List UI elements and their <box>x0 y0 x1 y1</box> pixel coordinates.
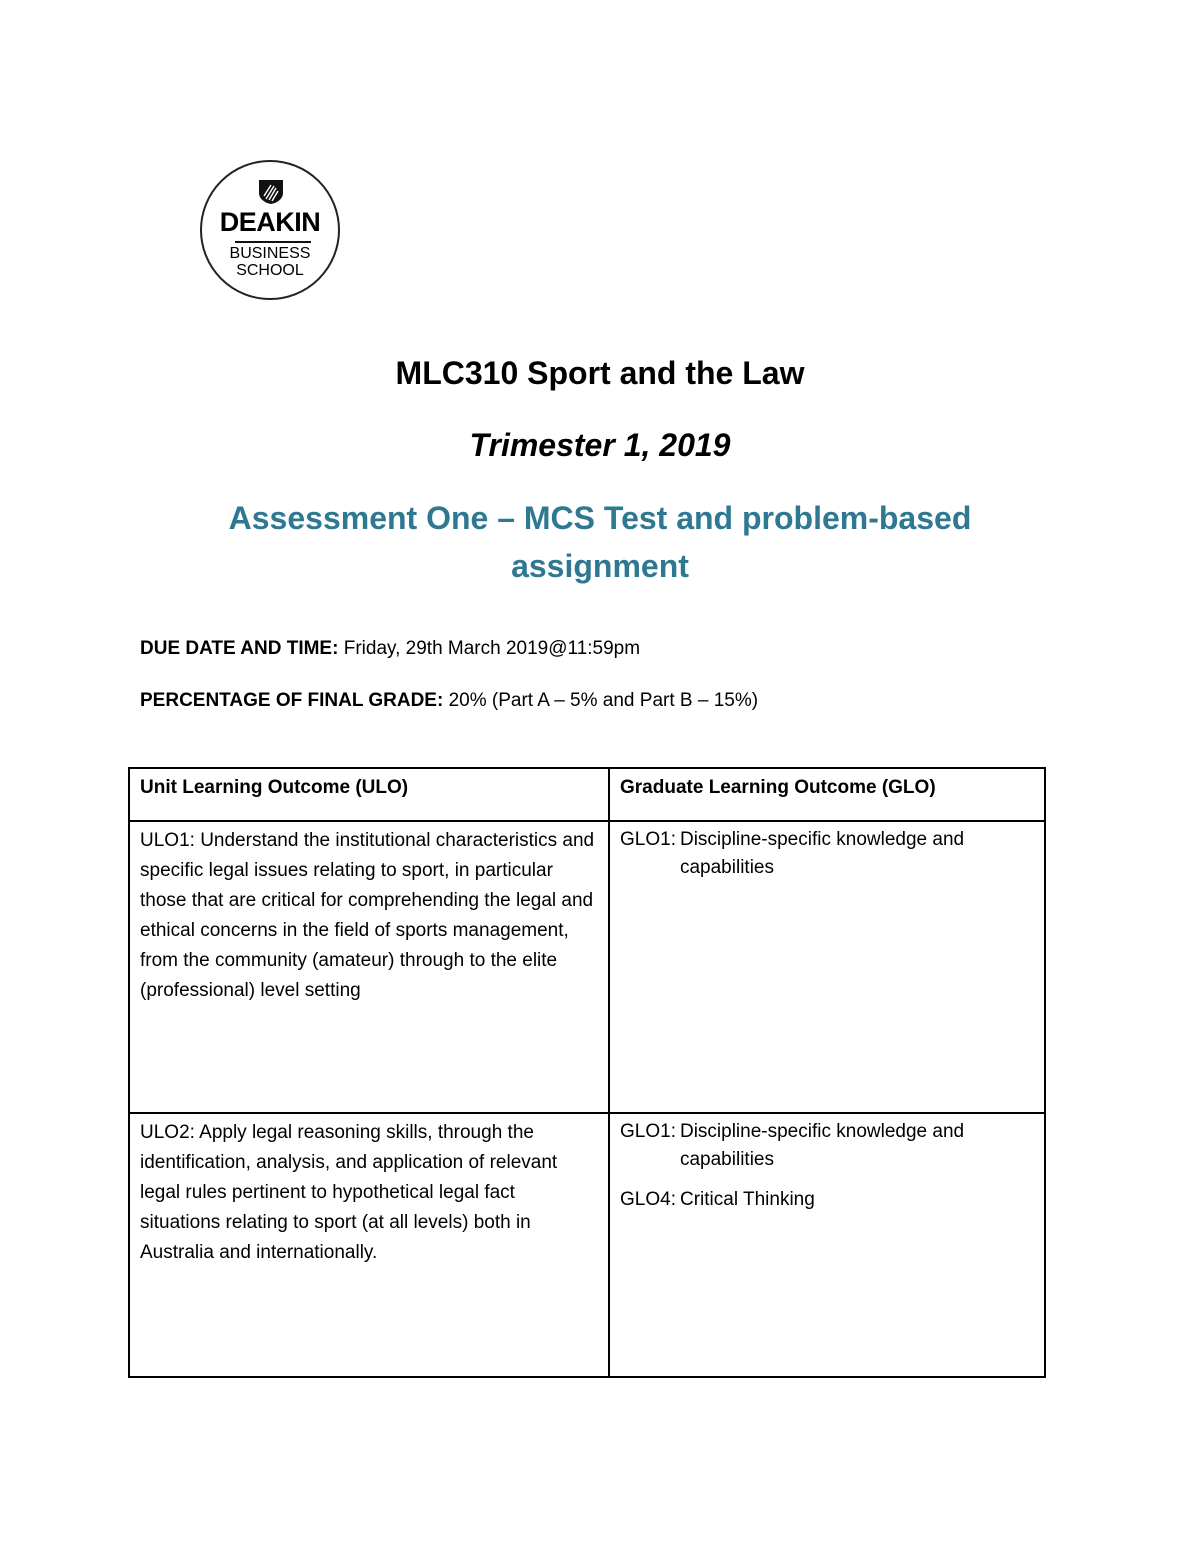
glo-description: Discipline-specific knowledge and capabilities <box>679 1121 965 1170</box>
glo-code: GLO1: <box>620 829 676 850</box>
assessment-title: Assessment One – MCS Test and problem-based assignment <box>228 500 972 584</box>
due-date-value: Friday, 29th March 2019@11:59pm <box>343 638 641 659</box>
table-row <box>129 1113 1045 1377</box>
due-date-label: DUE DATE AND TIME: <box>140 638 339 659</box>
table-row <box>129 821 1045 1113</box>
unit-title: MLC310 Sport and the Law <box>395 355 805 391</box>
due-date-line <box>140 637 640 661</box>
glo-column-header: Graduate Learning Outcome (GLO) <box>609 768 1045 821</box>
ulo-column-header: Unit Learning Outcome (ULO) <box>129 768 609 821</box>
glo-code: GLO4: <box>620 1189 676 1210</box>
glo-cell <box>609 1113 1045 1377</box>
grade-percentage-value: 20% (Part A – 5% and Part B – 15%) <box>448 690 759 711</box>
grade-percentage-label: PERCENTAGE OF FINAL GRADE: <box>140 690 444 711</box>
deakin-shield-icon <box>257 180 285 204</box>
logo-line-2: SCHOOL <box>236 262 304 279</box>
glo-description: Discipline-specific knowledge and capabilities <box>679 829 965 878</box>
glo-code: GLO1: <box>620 1121 676 1142</box>
glo-entry <box>620 826 1034 882</box>
grade-percentage-line <box>140 689 758 713</box>
glo-entry <box>620 1118 1034 1174</box>
logo-line-1: BUSINESS <box>229 245 311 262</box>
logo-divider <box>235 241 311 243</box>
ulo-cell: ULO2: Apply legal reasoning skills, through the identification, analysis, and application of relevant legal rules pertinent to hypothetical legal fact situations relating to sport (at all levels) both in Australia and internationally. <box>129 1113 609 1377</box>
glo-entry <box>620 1186 1034 1214</box>
glo-cell <box>609 821 1045 1113</box>
logo-wordmark: DEAKIN <box>219 207 321 237</box>
learning-outcomes-table <box>128 767 1046 1378</box>
ulo-cell: ULO1: Understand the institutional characteristics and specific legal issues relating to sport, in particular those that are critical for comprehending the legal and ethical concerns in the field of sports management, from the community (amateur) through to the elite (professional) level setting <box>129 821 609 1113</box>
trimester-heading: Trimester 1, 2019 <box>469 427 731 463</box>
table-header-row <box>129 768 1045 821</box>
glo-description: Critical Thinking <box>679 1189 815 1210</box>
deakin-business-school-logo <box>200 160 340 300</box>
